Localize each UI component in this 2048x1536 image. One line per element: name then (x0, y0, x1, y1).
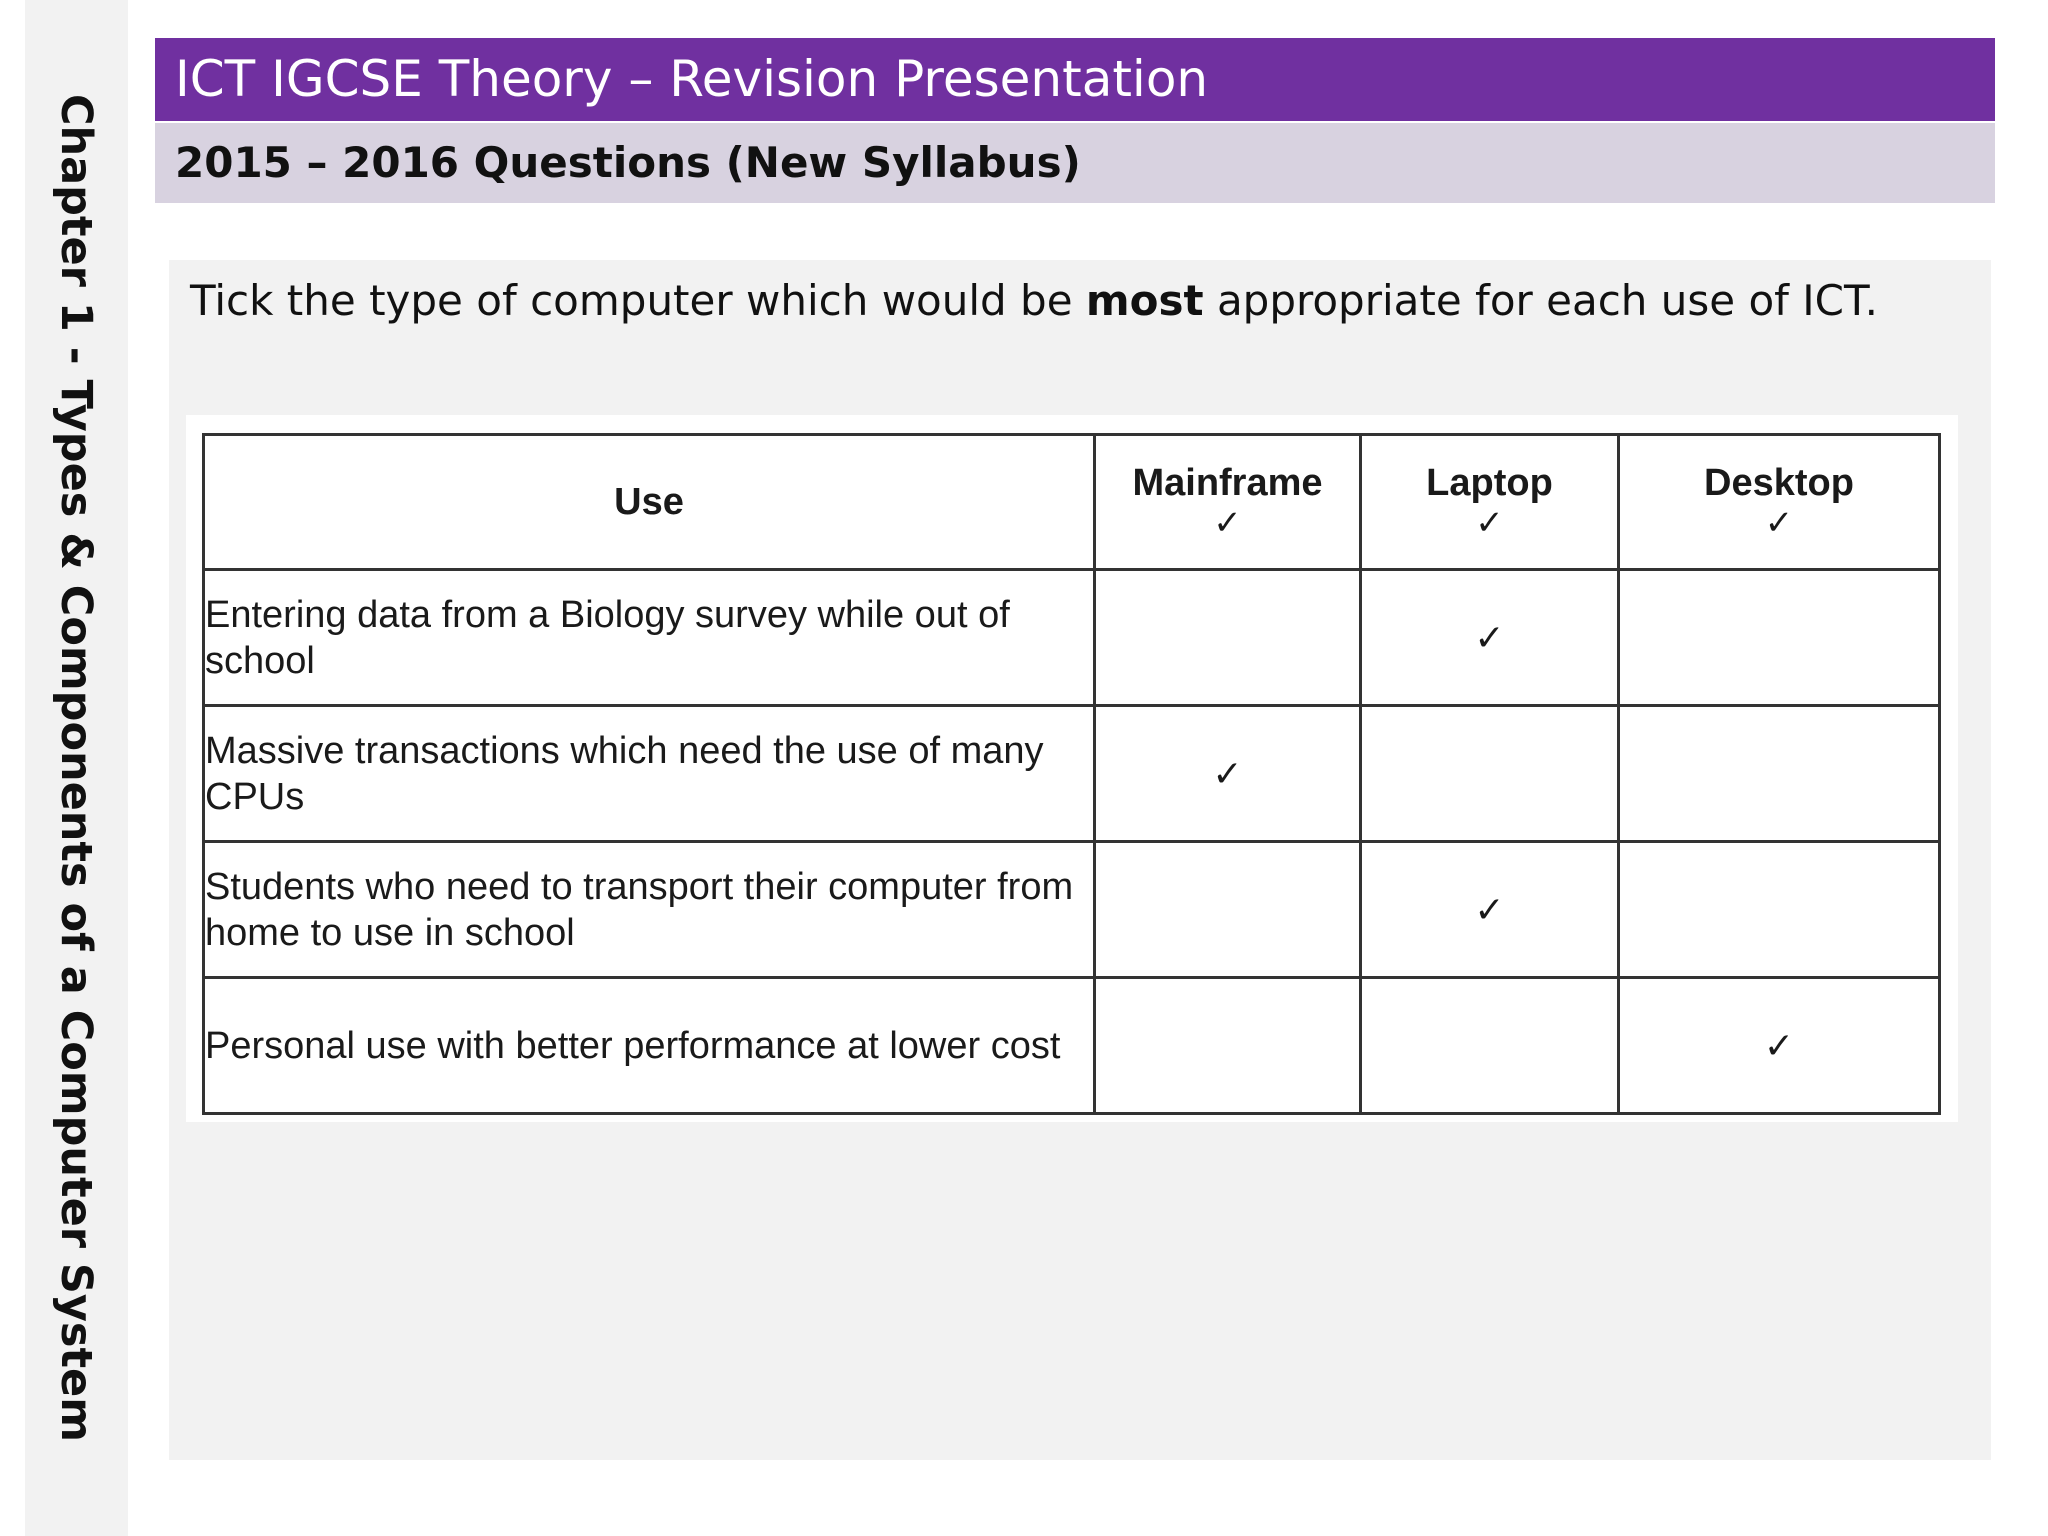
table-row (204, 570, 1940, 706)
laptop-tick-cell: ✓ (1361, 842, 1619, 978)
question-emphasis: most (1085, 276, 1204, 325)
question-text-end: appropriate for each use of ICT. (1203, 276, 1879, 325)
use-cell: Entering data from a Biology survey while out of school (204, 570, 1095, 706)
chapter-title: Chapter 1 - Types & Components of a Computer System (51, 93, 101, 1443)
answer-table (202, 433, 1941, 1115)
desktop-tick-cell (1619, 706, 1940, 842)
laptop-tick-cell: ✓ (1361, 570, 1619, 706)
question-text-start: Tick the type of computer which would be (190, 276, 1086, 325)
question-text (190, 276, 1878, 325)
header-laptop (1361, 435, 1619, 570)
mainframe-tick-cell (1095, 570, 1361, 706)
table-row (204, 978, 1940, 1114)
desktop-tick-cell (1619, 842, 1940, 978)
presentation-subtitle: 2015 – 2016 Questions (New Syllabus) (155, 123, 1995, 203)
mainframe-tick-cell (1095, 978, 1361, 1114)
table-row (204, 842, 1940, 978)
desktop-tick-cell: ✓ (1619, 978, 1940, 1114)
laptop-tick-cell (1361, 706, 1619, 842)
table-header-row (204, 435, 1940, 570)
table-row (204, 706, 1940, 842)
desktop-tick-cell (1619, 570, 1940, 706)
use-cell: Students who need to transport their computer from home to use in school (204, 842, 1095, 978)
header-desktop-label: Desktop (1704, 462, 1854, 504)
use-cell: Massive transactions which need the use of many CPUs (204, 706, 1095, 842)
header-mainframe-label: Mainframe (1132, 462, 1323, 504)
answer-table-panel (186, 415, 1958, 1122)
header-mainframe (1095, 435, 1361, 570)
mainframe-tick-cell (1095, 842, 1361, 978)
mainframe-tick-cell: ✓ (1095, 706, 1361, 842)
header-desktop (1619, 435, 1940, 570)
header-tick-icon: ✓ (1475, 504, 1504, 542)
use-cell: Personal use with better performance at lower cost (204, 978, 1095, 1114)
header-tick-icon: ✓ (1213, 504, 1242, 542)
header-laptop-label: Laptop (1426, 462, 1553, 504)
header-tick-icon: ✓ (1764, 504, 1794, 542)
header-use: Use (204, 435, 1095, 570)
presentation-title: ICT IGCSE Theory – Revision Presentation (155, 38, 1995, 121)
laptop-tick-cell (1361, 978, 1619, 1114)
